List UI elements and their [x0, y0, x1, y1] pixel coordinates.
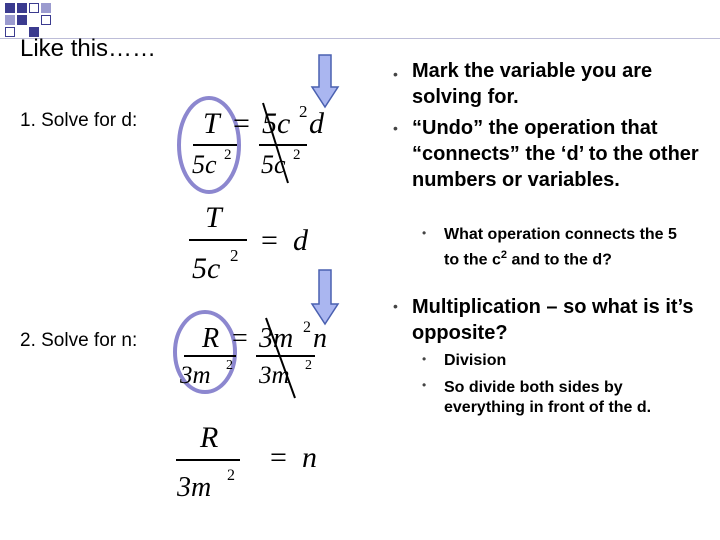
eq1-right-var: d [309, 107, 324, 140]
eq2-right-denom: 3m [259, 362, 290, 389]
bullet-dot: • [393, 298, 398, 314]
eq1-equals: = [233, 107, 250, 140]
down-arrow-icon [310, 53, 340, 109]
eq2-right-exp: 2 [303, 319, 311, 336]
eq1-left-denom: 5c [192, 150, 217, 179]
eq1-right-coef: 5c [262, 107, 291, 140]
sub-bullet-division: Division [444, 352, 507, 369]
problem-1-label: 1. Solve for d: [20, 110, 138, 131]
bullet-undo-operation: “Undo” the operation that “connects” the ‘d’ to the other numbers or variables. [412, 117, 699, 191]
bullet-dot: • [393, 66, 398, 82]
eq1-right-denom-exp: 2 [293, 147, 301, 163]
eq2-equals: = [232, 323, 248, 354]
eq2-result-equals: = [270, 441, 287, 474]
eq2-left-numerator: R [202, 323, 220, 354]
eq2-result-denom-exp: 2 [227, 467, 235, 484]
eq2-left-denom: 3m [180, 362, 211, 389]
sub-bullet-what-operation: What operation connects the 5 to the $c^2$ and to the d? [444, 226, 677, 269]
eq1-right-exp: 2 [299, 102, 308, 121]
eq2-right-coef: 3m [259, 323, 294, 354]
eq2-result-var: n [302, 441, 317, 474]
eq1-result-equals: = [261, 224, 278, 257]
eq2-result-denom: 3m [177, 472, 212, 503]
bullet-dot: • [393, 120, 398, 136]
bullet-multiplication: Multiplication – so what is it’s opposite? [412, 296, 694, 344]
eq1-result-var: d [293, 224, 308, 257]
equation-2 [170, 310, 355, 505]
eq2-result-numerator: R [200, 421, 219, 454]
problem-2-label: 2. Solve for n: [20, 330, 138, 351]
sub-bullet-dot: • [422, 226, 427, 240]
sub-bullet-divide-both-sides: So divide both sides by everything in front of the d. [444, 379, 652, 416]
eq2-left-denom-exp: 2 [226, 358, 233, 373]
eq2-right-denom-exp: 2 [305, 358, 312, 373]
eq2-right-var: n [313, 323, 327, 354]
sub-bullet-dot: • [422, 352, 427, 366]
eq1-left-denom-exp: 2 [224, 147, 232, 163]
slide-title: Like this…… [20, 35, 157, 62]
equation-1 [175, 95, 360, 290]
eq1-left-numerator: T [203, 107, 220, 140]
eq1-right-denom: 5c [261, 150, 286, 179]
eq1-result-denom-exp: 2 [230, 246, 239, 265]
down-arrow-icon [310, 268, 340, 326]
sub-bullet-dot: • [422, 378, 427, 392]
eq1-result-numerator: T [205, 201, 222, 234]
eq1-result-denom: 5c [192, 252, 221, 285]
decorative-squares [0, 0, 720, 40]
bullet-mark-variable: Mark the variable you are solving for. [412, 60, 653, 108]
